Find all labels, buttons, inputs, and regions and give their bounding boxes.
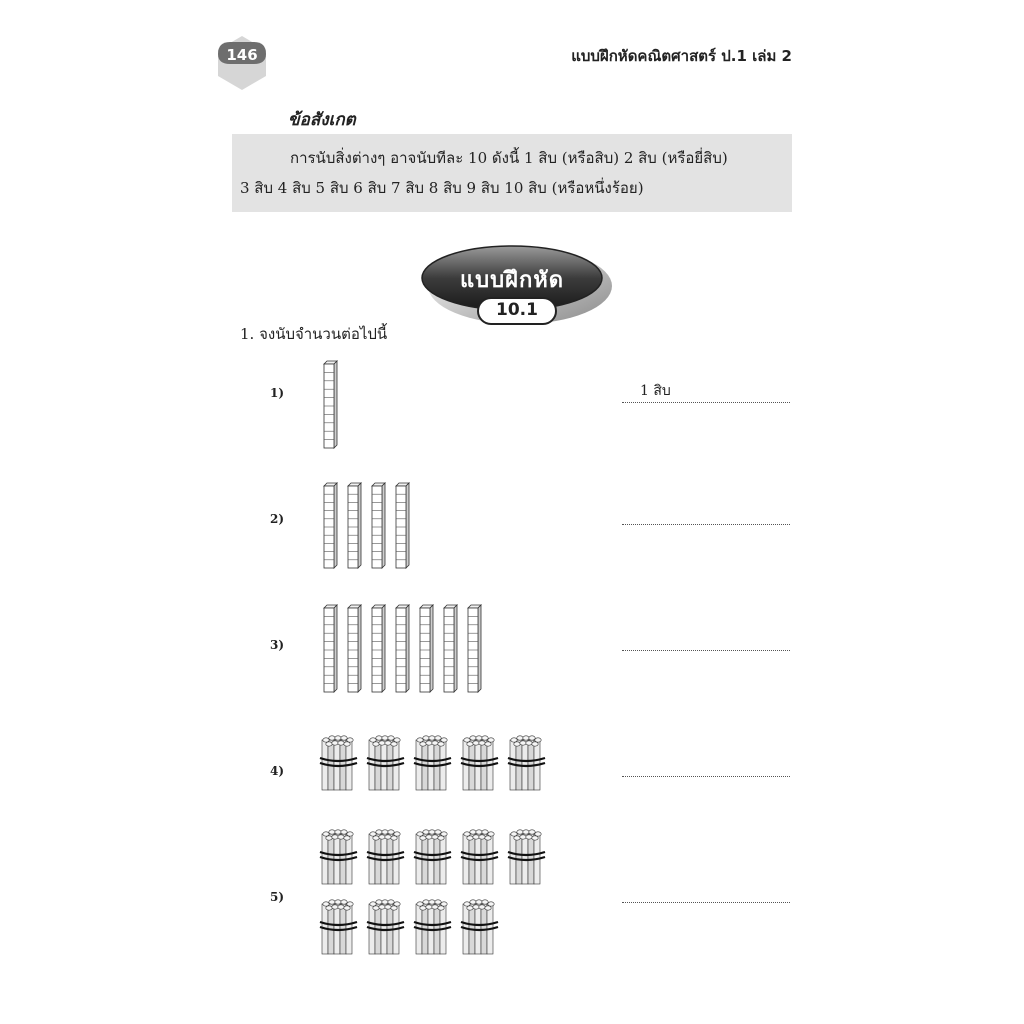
stick-bundle-5-9 (461, 900, 498, 954)
answer-line-2[interactable] (622, 506, 790, 525)
answer-text-1: 1 สิบ (640, 383, 671, 399)
answer-line-5[interactable] (622, 884, 790, 903)
tens-rod-3-7 (468, 605, 481, 692)
stick-bundle-5-8 (414, 900, 451, 954)
stick-bundle-5-3 (414, 830, 451, 884)
note-line-1: การนับสิ่งต่างๆ อาจนับทีละ 10 ดังนี้ 1 สิบ (หรือสิบ) 2 สิบ (หรือยี่สิบ) (290, 149, 728, 167)
stick-bundle-5-1 (320, 830, 357, 884)
stick-bundle-4-3 (414, 736, 451, 790)
item-label-3: 3) (270, 638, 285, 652)
tens-rod-3-5 (420, 605, 433, 692)
tens-rod-2-3 (372, 483, 385, 568)
answer-line-3[interactable] (622, 632, 790, 651)
item-label-4: 4) (270, 764, 285, 778)
exercise-title: แบบฝึกหัด (459, 268, 565, 293)
counting-illustrations (316, 356, 576, 966)
stick-bundle-4-1 (320, 736, 357, 790)
tens-rod-3-4 (396, 605, 409, 692)
note-line-2: 3 สิบ 4 สิบ 5 สิบ 6 สิบ 7 สิบ 8 สิบ 9 สิบ 10 สิบ (หรือหนึ่งร้อย) (240, 179, 644, 197)
tens-rod-1-1 (324, 361, 337, 448)
exercise-banner (418, 240, 614, 332)
tens-rod-3-1 (324, 605, 337, 692)
exercise-number: 10.1 (496, 300, 538, 320)
tens-rod-3-2 (348, 605, 361, 692)
tens-rod-2-1 (324, 483, 337, 568)
note-box (232, 134, 792, 212)
tens-rod-3-3 (372, 605, 385, 692)
stick-bundle-5-6 (320, 900, 357, 954)
instruction: 1. จงนับจำนวนต่อไปนี้ (240, 325, 388, 343)
tens-rod-2-2 (348, 483, 361, 568)
tens-rod-2-4 (396, 483, 409, 568)
stick-bundle-4-4 (461, 736, 498, 790)
item-label-1: 1) (270, 386, 285, 400)
item-label-2: 2) (270, 512, 285, 526)
book-title: แบบฝึกหัดคณิตศาสตร์ ป.1 เล่ม 2 (571, 47, 792, 65)
stick-bundle-4-2 (367, 736, 404, 790)
note-heading: ข้อสังเกต (288, 110, 356, 130)
stick-bundle-5-2 (367, 830, 404, 884)
page-number: 146 (226, 46, 258, 64)
answer-line-1[interactable] (622, 384, 790, 403)
item-label-5: 5) (270, 890, 285, 904)
stick-bundle-5-4 (461, 830, 498, 884)
tens-rod-3-6 (444, 605, 457, 692)
stick-bundle-5-7 (367, 900, 404, 954)
page-number-badge (216, 34, 268, 92)
answer-line-4[interactable] (622, 758, 790, 777)
stick-bundle-4-5 (508, 736, 545, 790)
stick-bundle-5-5 (508, 830, 545, 884)
